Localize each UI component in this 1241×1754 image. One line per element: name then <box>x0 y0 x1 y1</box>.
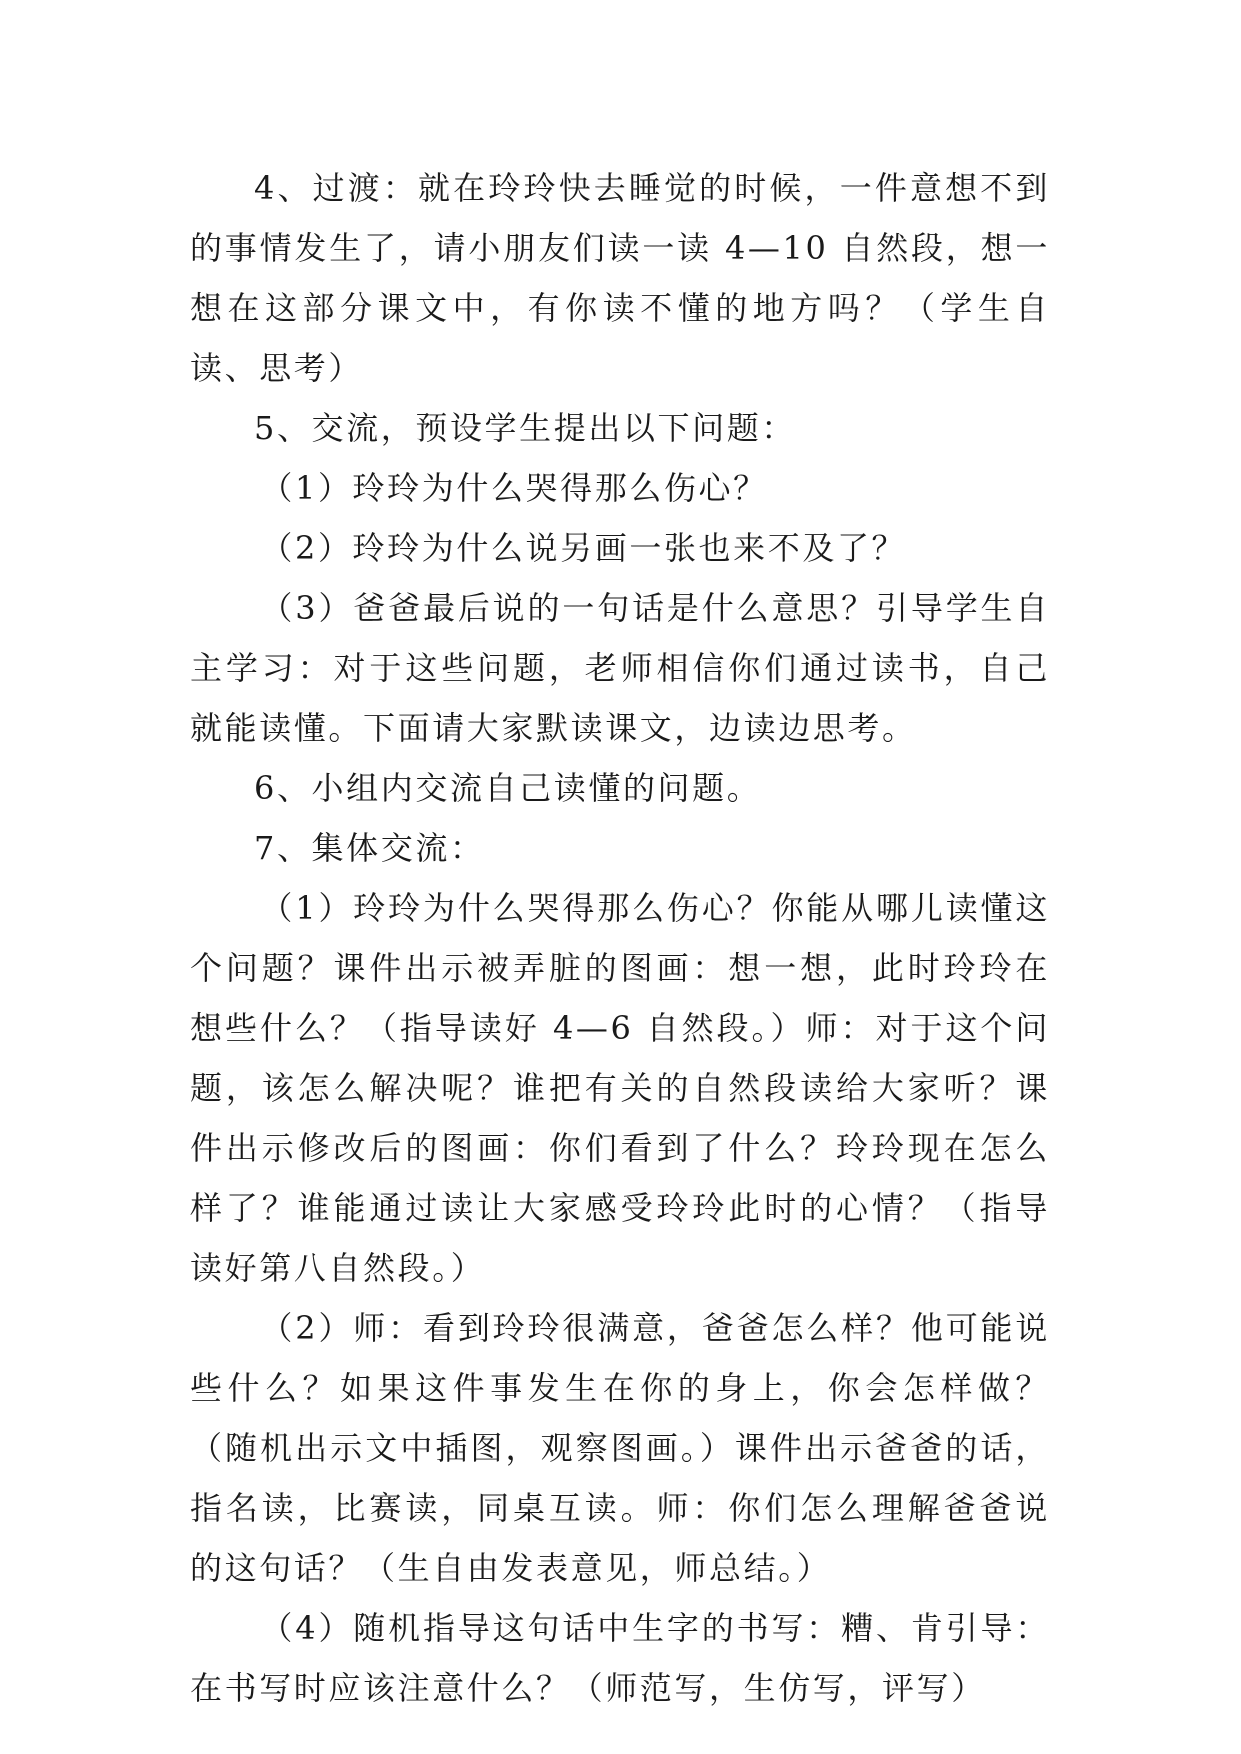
paragraph-step-4: 4、过渡：就在玲玲快去睡觉的时候，一件意想不到的事情发生了，请小朋友们读一读 4—10 自然段，想一想在这部分课文中，有你读不懂的地方吗？（学生自读、思考） <box>190 169 1050 387</box>
paragraph-discussion-1: （1）玲玲为什么哭得那么伤心？你能从哪儿读懂这个问题？课件出示被弄脏的图画：想一想，此时玲玲在想些什么？（指导读好 4—6 自然段。）师：对于这个问题，该怎么解决呢？谁把有关的自然段读给大家听？课件出示修改后的图画：你们看到了什么？玲玲现在怎么样了？谁能通过读让大家感受玲玲此时的心情？（指导读好第八自然段。） <box>190 889 1050 1287</box>
paragraph-question-1: （1）玲玲为什么哭得那么伤心？ <box>260 469 768 507</box>
paragraph-discussion-2: （2）师：看到玲玲很满意，爸爸怎么样？他可能说些什么？如果这件事发生在你的身上，你会怎样做？（随机出示文中插图，观察图画。）课件出示爸爸的话，指名读，比赛读，同桌互读。师：你们怎么理解爸爸说的这句话？（生自由发表意见，师总结。） <box>190 1309 1050 1587</box>
paragraph-step-5: 5、交流，预设学生提出以下问题： <box>254 409 796 447</box>
paragraph-discussion-4: （4）随机指导这句话中生字的书写：糟、肯引导：在书写时应该注意什么？（师范写，生仿写，评写） <box>190 1609 1050 1707</box>
paragraph-question-3: （3）爸爸最后说的一句话是什么意思？引导学生自主学习：对于这些问题，老师相信你们通过读书，自己就能读懂。下面请大家默读课文，边读边思考。 <box>190 589 1050 747</box>
paragraph-question-2: （2）玲玲为什么说另画一张也来不及了？ <box>260 529 907 567</box>
paragraph-step-7: 7、集体交流： <box>254 829 485 867</box>
paragraph-step-6: 6、小组内交流自己读懂的问题。 <box>254 769 762 807</box>
document-page <box>190 158 1050 1718</box>
